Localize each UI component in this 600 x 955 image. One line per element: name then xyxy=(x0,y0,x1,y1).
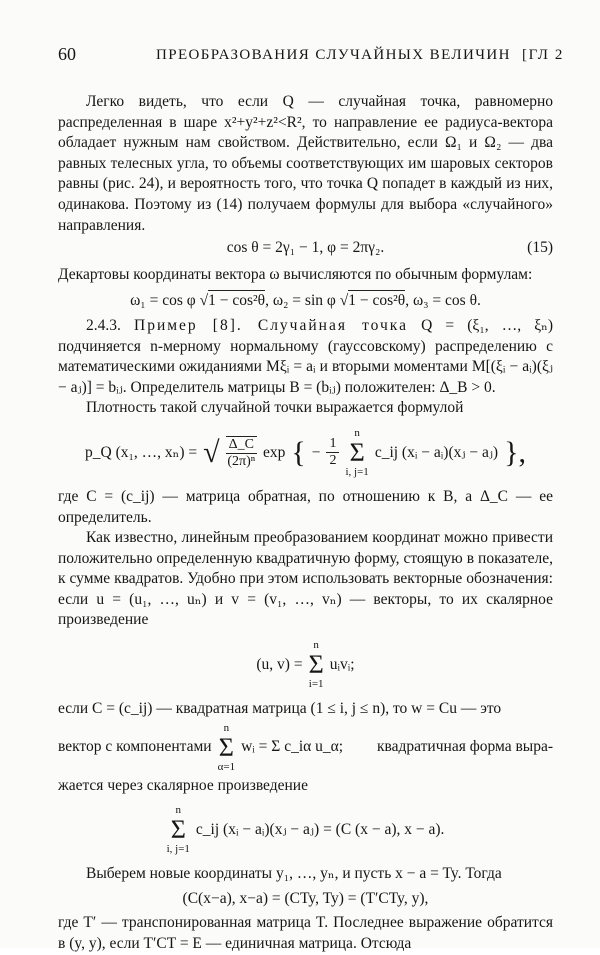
sigma-symbol: Σ xyxy=(170,815,186,845)
density-term: c_ij (xᵢ − aᵢ)(xⱼ − aⱼ) xyxy=(374,443,499,461)
omega3: , ω₃ = cos θ. xyxy=(405,292,481,310)
radicand-numerator: Δ_C xyxy=(226,437,257,454)
sum-lower: i=1 xyxy=(308,678,324,691)
scalar-term: uᵢvᵢ; xyxy=(329,655,355,673)
sigma-symbol: Σ xyxy=(308,650,324,680)
running-title: ПРЕОБРАЗОВАНИЯ СЛУЧАЙНЫХ ВЕЛИЧИН xyxy=(156,47,511,63)
sum-upper: n xyxy=(354,426,360,439)
omega1-lhs: ω₁ = cos φ √ xyxy=(130,292,209,310)
minus-sign: − xyxy=(311,443,321,461)
omega2-radicand: 1 − cos²θ xyxy=(348,292,406,310)
vector-components-lead: вектор с компонентами xyxy=(58,738,212,756)
paragraph-transpose: где T′ — транспонированная матрица T. Последнее выражение обратится в (y, y), если T′CT = E — единичная матрица. Отсюда xyxy=(58,914,553,953)
density-lhs: p_Q (x₁, …, xₙ) = xyxy=(85,443,198,461)
sum-upper: n xyxy=(313,639,319,652)
example-body: Q = (ξ₁, …, ξₙ) подчиняется n-мерному нормальному (гауссовскому) распределению с математическими ожиданиями Mξᵢ = aᵢ и вторыми моментами M[(ξᵢ − aᵢ)(ξⱼ − aⱼ)] = bᵢⱼ. Определитель матрицы B = (bᵢⱼ) положителен: Δ_B > 0. xyxy=(58,316,554,396)
page-number: 60 xyxy=(58,44,76,64)
quadratic-form-formula xyxy=(58,804,553,856)
sum-lower: α=1 xyxy=(217,760,236,773)
paragraph-square-matrix: если C = (c_ij) — квадратная матрица (1 ≤ i, j ≤ n), то w = Cu — это xyxy=(58,700,502,718)
sigma-symbol: Σ xyxy=(218,732,234,762)
half-fraction xyxy=(326,436,339,469)
half-numerator: 1 xyxy=(326,436,339,453)
density-formula xyxy=(58,427,553,479)
page-header xyxy=(58,44,564,66)
sum-upper: n xyxy=(223,721,230,734)
density-sum xyxy=(345,427,368,479)
half-denominator: 2 xyxy=(329,453,337,469)
right-brace: }, xyxy=(504,435,526,469)
sum-lower: i, j=1 xyxy=(166,843,190,856)
paragraph-linear-transform: Как известно, линейным преобразованием координат можно привести положительно определенную квадратичную форму, стоящую в показателе, к сумме квадратов. Удобно при этом использовать векторные обозначения: если u = (u₁, …, uₙ) и v = (v₁, …, vₙ) — векторы, то их скалярное произведение xyxy=(58,529,553,629)
chapter-mark: [ГЛ 2 xyxy=(522,47,564,63)
vector-components-tail: квадратичная форма выра- xyxy=(377,738,553,756)
scalar-product-formula xyxy=(58,639,553,691)
radicand-denominator: (2π)ⁿ xyxy=(227,453,256,469)
equation-number: (15) xyxy=(527,239,553,257)
sqrt-symbol: √ xyxy=(203,435,220,469)
components-sum xyxy=(218,722,235,774)
paragraph-cartesian: Декартовы координаты вектора ω вычисляются по обычным формулам: xyxy=(58,265,533,283)
example-lead: Пример [8]. Случайная точка xyxy=(134,316,408,334)
paragraph-example xyxy=(58,316,553,398)
scalar-sum xyxy=(309,639,324,691)
sigma-symbol: Σ xyxy=(349,437,365,467)
exp-label: exp xyxy=(262,443,286,461)
omega2-lhs: , ω₂ = sin φ √ xyxy=(265,292,349,310)
left-brace: { xyxy=(291,435,306,469)
page-body xyxy=(58,92,553,955)
scalar-lhs: (u, v) = xyxy=(256,655,303,673)
omega-components-formula xyxy=(58,291,553,312)
sum-lower: i, j=1 xyxy=(345,465,369,478)
transform-equation: (C(x−a), x−a) = (CTy, Ty) = (T′CTy, y), xyxy=(182,889,429,907)
paragraph-density-intro: Плотность такой случайной точки выражается формулой xyxy=(86,399,464,417)
vector-components-line xyxy=(58,722,553,774)
components-formula: wᵢ = Σ c_iα u_α; xyxy=(241,738,344,756)
quad-sum xyxy=(167,804,190,856)
sum-upper: n xyxy=(175,804,181,817)
quad-term: c_ij (xᵢ − aᵢ)(xⱼ − aⱼ) = (C (x − a), x − a). xyxy=(195,820,445,838)
radicand-fraction xyxy=(226,436,257,470)
equation-15 xyxy=(58,238,553,259)
paragraph-scalar-expr: жается через скалярное произведение xyxy=(58,776,308,794)
omega1-radicand: 1 − cos²θ xyxy=(208,292,266,310)
paragraph-new-coords: Выберем новые координаты y₁, …, yₙ, и пусть x − a = Ty. Тогда xyxy=(86,865,502,883)
paragraph-matrix-c: где C = (c_ij) — матрица обратная, по отношению к B, а Δ_C — ее определитель. xyxy=(58,487,553,526)
paragraph-sphere: Легко видеть, что если Q — случайная точка, равномерно распределенная в шаре x²+y²+z²<R², то направление ее радиуса-вектора обладает нужным нам свойством. Действительно, если Ω₁ и Ω₂ — два равных телесных угла, то объемы соответствующих им шаровых секторов равны (рис. 24), и вероятность того, что точка Q попадет в каждый из них, одинакова. Поэтому из (14) получаем формулы для выбора «случайного» направления. xyxy=(58,93,553,234)
section-number: 2.4.3. xyxy=(86,316,121,334)
equation-15-body: cos θ = 2γ₁ − 1, φ = 2πγ₂. xyxy=(226,239,385,257)
